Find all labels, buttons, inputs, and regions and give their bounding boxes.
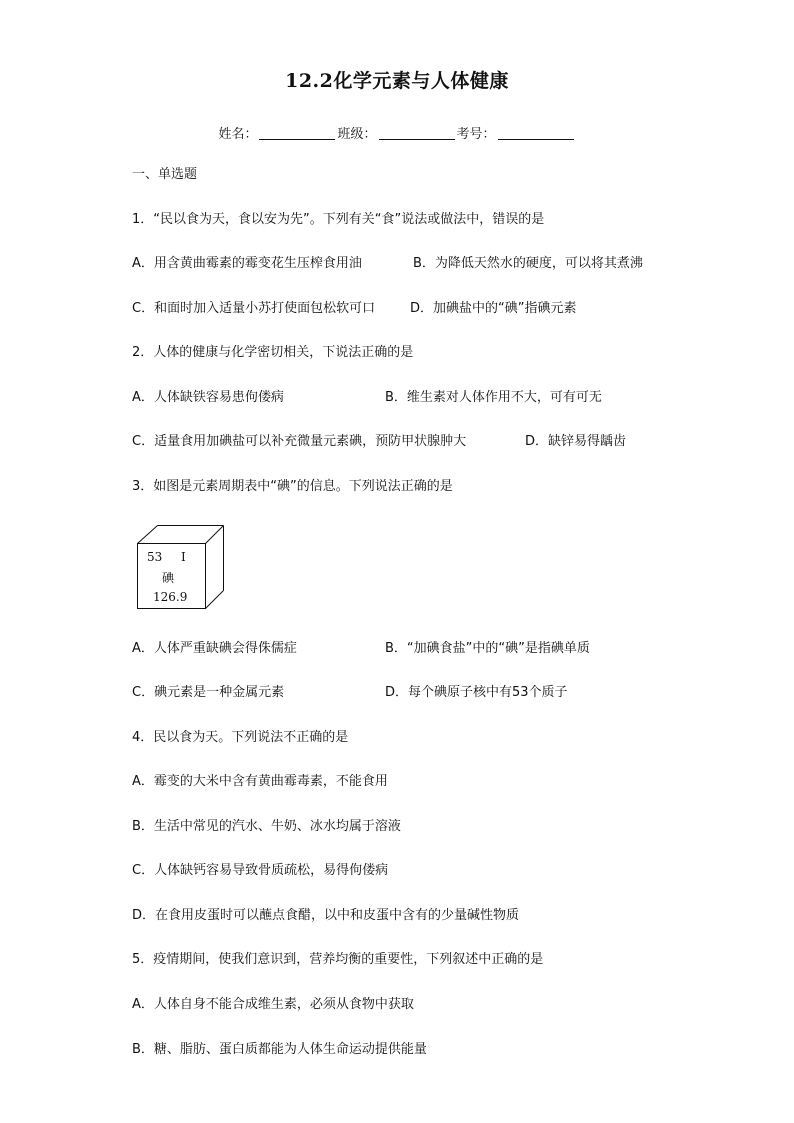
name-label: 姓名：: [218, 127, 258, 142]
page-title: 12.2化学元素与人体健康: [285, 70, 509, 92]
q1-option-d: D．加碘盐中的“碘”指碘元素: [410, 301, 577, 316]
element-symbol: I: [181, 550, 186, 564]
q5-stem: 5．疫情期间，使我们意识到，营养均衡的重要性，下列叙述中正确的是: [132, 952, 544, 967]
q2-stem: 2．人体的健康与化学密切相关，下说法正确的是: [132, 345, 414, 360]
q2-option-d: D．缺锌易得龋齿: [525, 434, 627, 449]
iodine-element-cell: [136, 524, 226, 612]
q4-stem: 4．民以食为天。下列说法不正确的是: [132, 730, 349, 745]
q4-option-b: B．生活中常见的汽水、牛奶、冰水均属于溶液: [132, 819, 401, 834]
atomic-mass: 126.9: [153, 590, 188, 604]
q2-option-b: B．维生素对人体作用不大，可有可无: [385, 390, 602, 405]
number-blank[interactable]: [498, 127, 574, 140]
element-name: 碘: [162, 571, 175, 585]
q3-stem: 3．如图是元素周期表中“碘”的信息。下列说法正确的是: [132, 479, 453, 494]
q3-option-a: A．人体严重缺碘会得侏儒症: [132, 641, 297, 656]
q3-option-c: C．碘元素是一种金属元素: [132, 685, 285, 700]
atomic-number: 53: [147, 550, 163, 564]
q2-option-a: A．人体缺铁容易患佝偻病: [132, 390, 284, 405]
q3-option-d: D．每个碘原子核中有53个质子: [385, 685, 568, 700]
q4-option-a: A．霉变的大米中含有黄曲霉毒素，不能食用: [132, 774, 388, 789]
class-blank[interactable]: [379, 127, 455, 140]
q1-option-c: C．和面时加入适量小苏打使面包松软可口: [132, 301, 376, 316]
q5-option-a: A．人体自身不能合成维生素，必须从食物中获取: [132, 997, 414, 1012]
q4-option-d: D．在食用皮蛋时可以蘸点食醋，以中和皮蛋中含有的少量碱性物质: [132, 908, 520, 923]
q5-option-b: B．糖、脂肪、蛋白质都能为人体生命运动提供能量: [132, 1042, 427, 1057]
student-info-row: [0, 123, 794, 142]
q3-option-b: B．“加碘食盐”中的“碘”是指碘单质: [385, 641, 590, 656]
q2-option-c: C．适量食用加碘盐可以补充微量元素碘，预防甲状腺肿大: [132, 434, 467, 449]
name-blank[interactable]: [259, 127, 335, 140]
q4-option-c: C．人体缺钙容易导致骨质疏松，易得佝偻病: [132, 863, 389, 878]
number-label: 考号：: [456, 127, 496, 142]
q1-stem: 1．“民以食为天，食以安为先”。下列有关“食”说法或做法中，错误的是: [132, 212, 545, 227]
q1-option-a: A．用含黄曲霉素的霉变花生压榨食用油: [132, 256, 362, 271]
q1-option-b: B．为降低天然水的硬度，可以将其煮沸: [413, 256, 643, 271]
section-heading: 一、单选题: [132, 167, 198, 182]
class-label: 班级：: [337, 127, 377, 142]
